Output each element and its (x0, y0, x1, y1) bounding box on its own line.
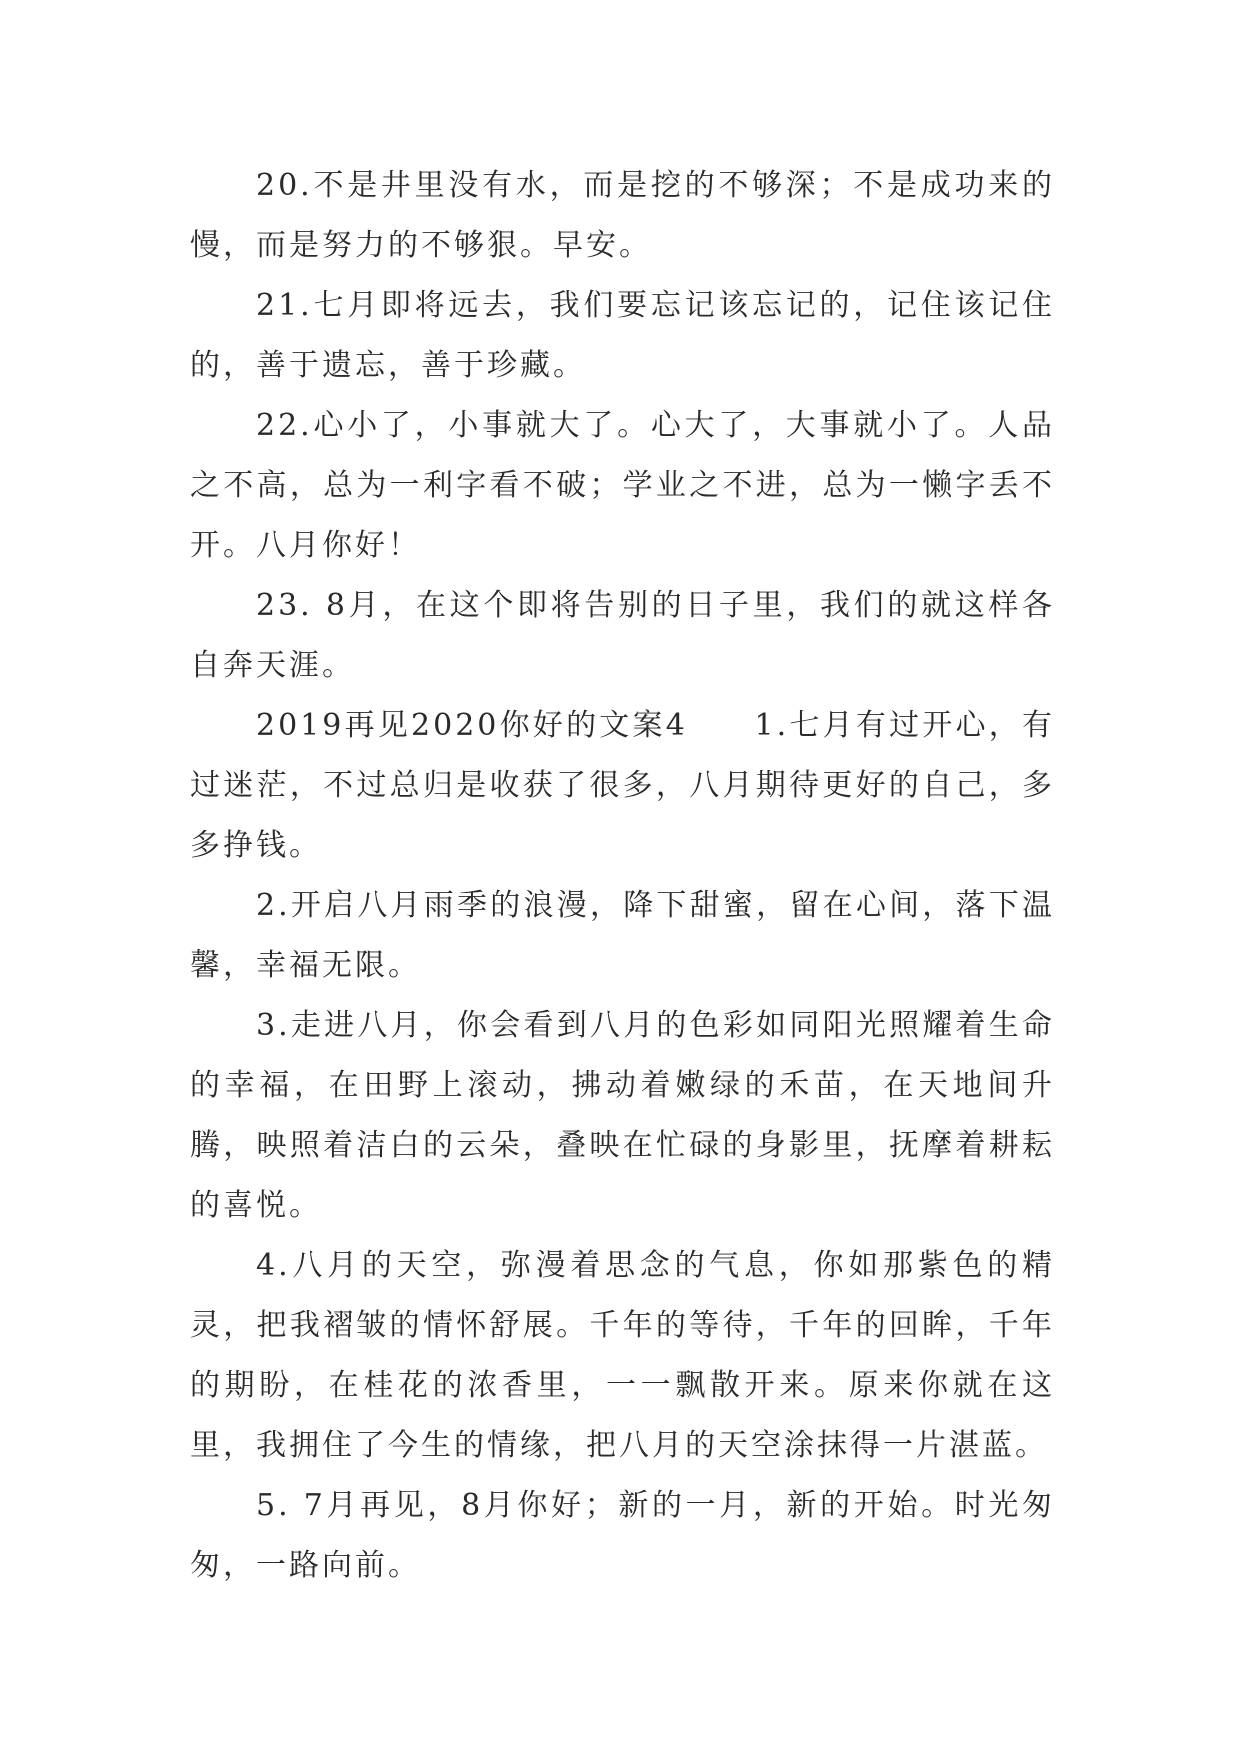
paragraph-21: 21.七月即将远去，我们要忘记该忘记的，记住该记住的，善于遗忘，善于珍藏。 (190, 288, 1055, 383)
paragraph-23: 23. 8月，在这个即将告别的日子里，我们的就这样各自奔天涯。 (190, 588, 1055, 683)
paragraph-item-4: 4.八月的天空，弥漫着思念的气息，你如那紫色的精灵，把我褶皱的情怀舒展。千年的等待，千年的回眸，千年的期盼，在桂花的浓香里，一一飘散开来。原来你就在这里，我拥住了今生的情缘，把八月的天空涂抹得一片湛蓝。 (190, 1248, 1055, 1463)
paragraph-item-3: 3.走进八月，你会看到八月的色彩如同阳光照耀着生命的幸福，在田野上滚动，拂动着嫩绿的禾苗，在天地间升腾，映照着洁白的云朵，叠映在忙碌的身影里，抚摩着耕耘的喜悦。 (190, 1008, 1055, 1223)
paragraph-22: 22.心小了，小事就大了。心大了，大事就小了。人品之不高，总为一利字看不破；学业之不进，总为一懒字丢不开。八月你好！ (190, 408, 1055, 563)
paragraph-item-5: 5. 7月再见，8月你好；新的一月，新的开始。时光匆匆，一路向前。 (190, 1488, 1055, 1583)
paragraph-item-2: 2.开启八月雨季的浪漫，降下甜蜜，留在心间，落下温馨，幸福无限。 (190, 888, 1055, 983)
paragraph-section-4-item-1: 2019再见2020你好的文案4 1.七月有过开心，有过迷茫，不过总归是收获了很多，八月期待更好的自己，多多挣钱。 (190, 708, 1055, 863)
document-body (190, 156, 1055, 1596)
paragraph-20: 20.不是井里没有水，而是挖的不够深；不是成功来的慢，而是努力的不够狠。早安。 (190, 168, 1055, 263)
